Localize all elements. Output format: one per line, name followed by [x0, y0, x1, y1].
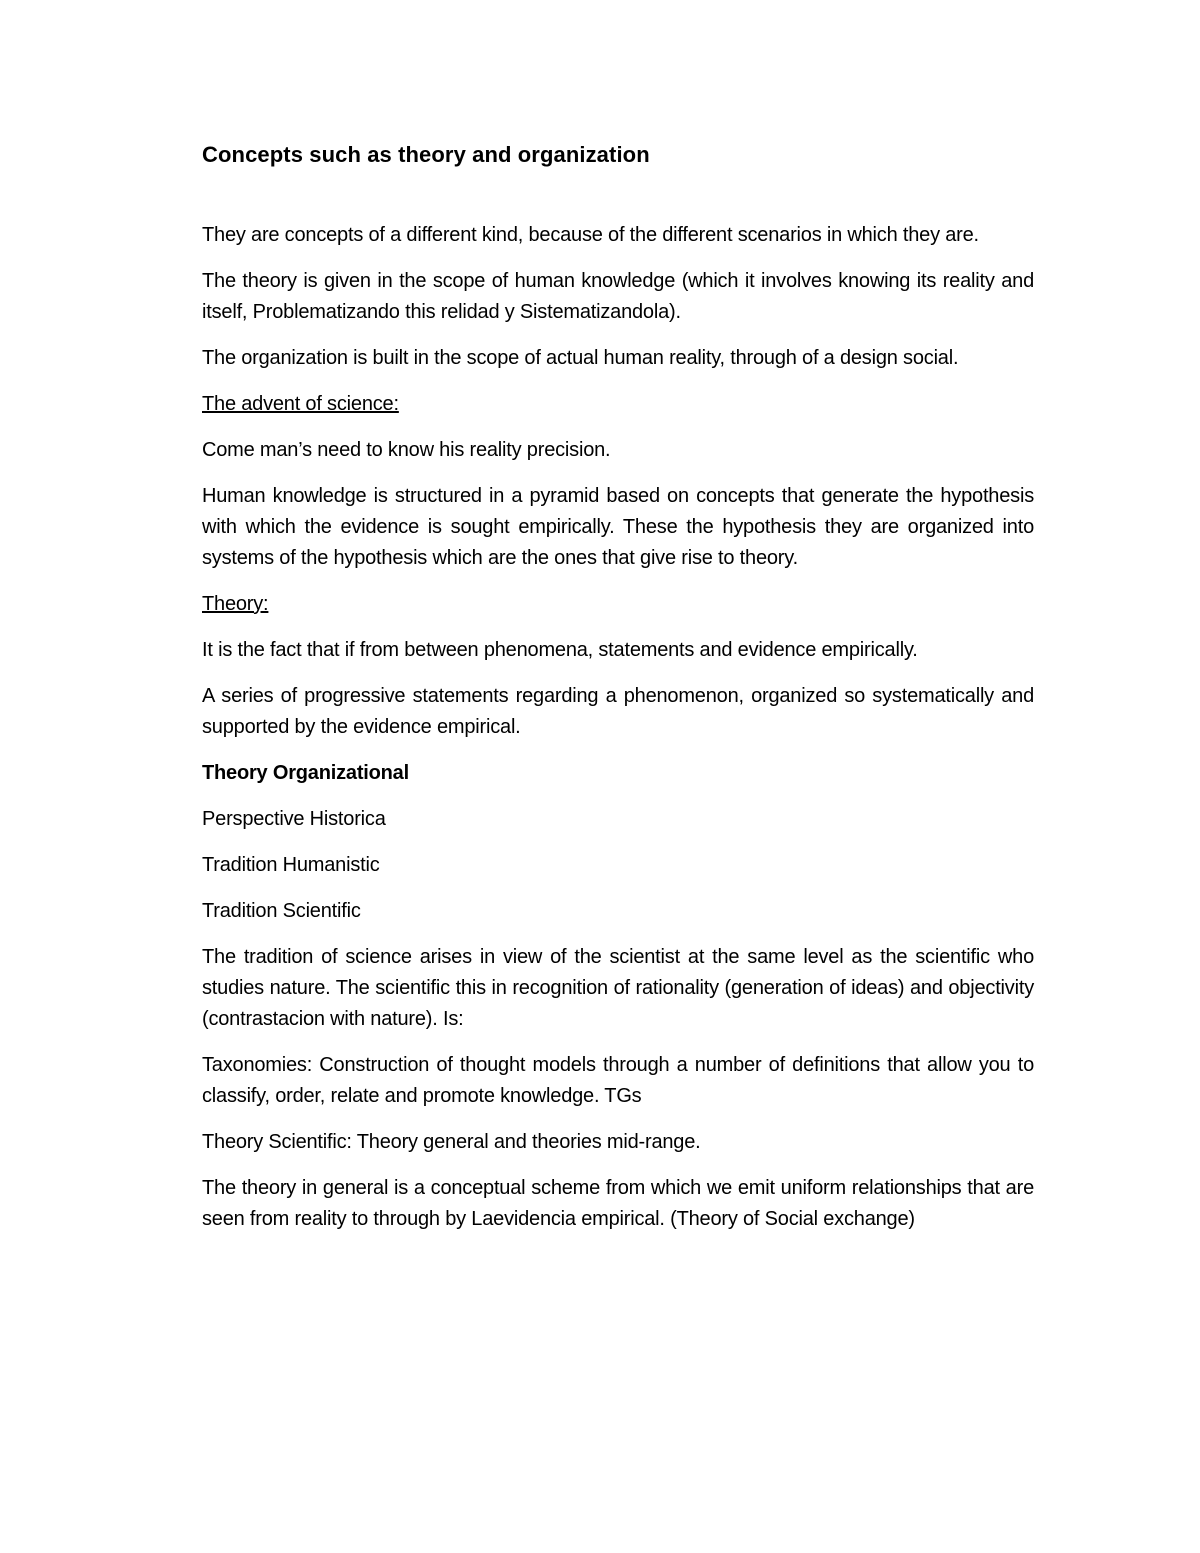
- paragraph: The tradition of science arises in view of the scientist at the same level as the scientific who studies nature. The scientific this in recognition of rationality (generation of ideas) and objectivity (contrastacion with nature). Is:: [202, 946, 1034, 1030]
- paragraph: Taxonomies: Construction of thought models through a number of definitions that allow you to classify, order, relate and promote knowledge. TGs: [202, 1054, 1034, 1107]
- paragraph: The theory in general is a conceptual scheme from which we emit uniform relationships that are seen from reality to through by Laevidencia empirical. (Theory of Social exchange): [202, 1177, 1034, 1230]
- section-heading-theory-organizational: Theory Organizational: [202, 762, 409, 784]
- list-line: Perspective Historica: [202, 808, 386, 830]
- paragraph: Come man’s need to know his reality precision.: [202, 439, 611, 461]
- section-heading-theory: Theory:: [202, 593, 269, 615]
- paragraph: They are concepts of a different kind, because of the different scenarios in which they are.: [202, 224, 979, 246]
- paragraph: Human knowledge is structured in a pyramid based on concepts that generate the hypothesis with which the evidence is sought empirically. These the hypothesis they are organized into systems of the hypothesis which are the ones that give rise to theory.: [202, 485, 1034, 569]
- paragraph: Theory Scientific: Theory general and theories mid-range.: [202, 1131, 701, 1153]
- section-heading-advent-of-science: The advent of science:: [202, 393, 399, 415]
- paragraph: The theory is given in the scope of human knowledge (which it involves knowing its reality and itself, Problematizando this relidad y Sistematizandola).: [202, 270, 1034, 323]
- document-title: Concepts such as theory and organization: [202, 142, 650, 167]
- document-page: [202, 138, 1034, 1250]
- paragraph: A series of progressive statements regarding a phenomenon, organized so systematically and supported by the evidence empirical.: [202, 685, 1034, 738]
- list-line: Tradition Humanistic: [202, 854, 380, 876]
- paragraph: The organization is built in the scope of actual human reality, through of a design social.: [202, 347, 959, 369]
- paragraph: It is the fact that if from between phenomena, statements and evidence empirically.: [202, 639, 918, 661]
- list-line: Tradition Scientific: [202, 900, 361, 922]
